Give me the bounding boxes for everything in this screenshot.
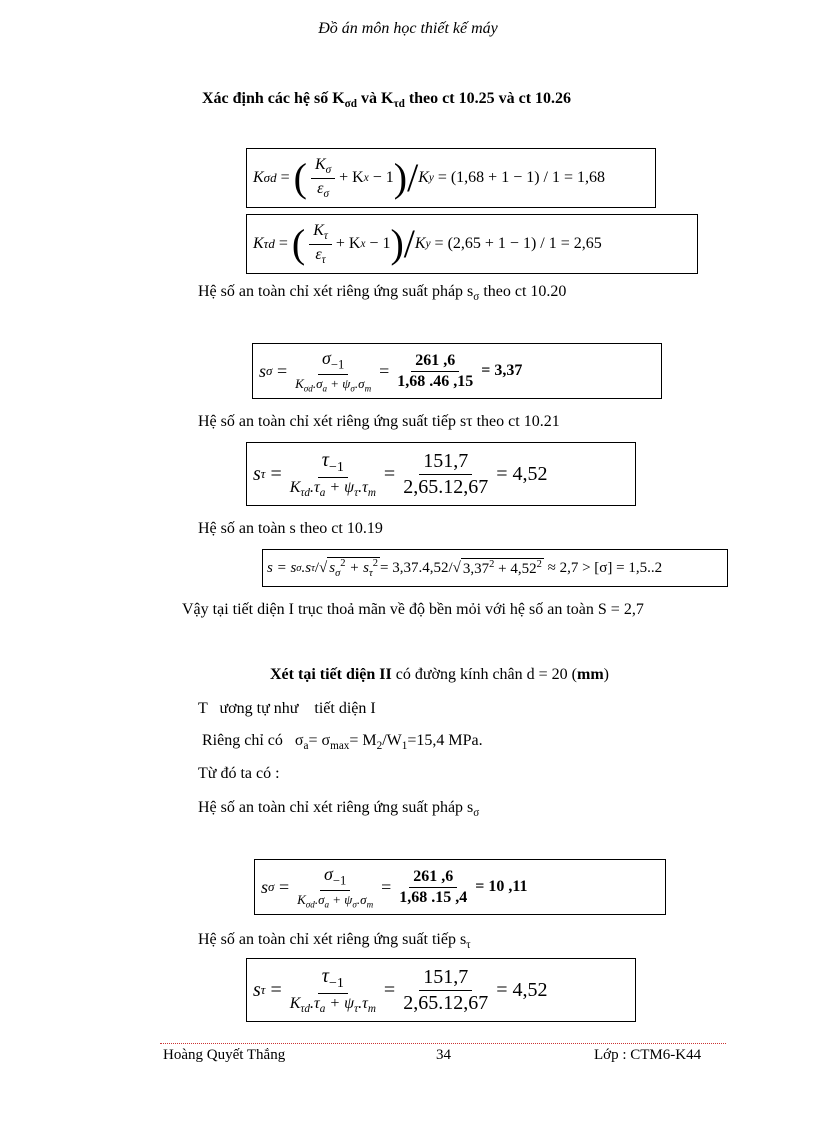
f5-root1-b-sub: τ (369, 568, 373, 579)
f6-num: σ (323, 864, 333, 885)
section2-bold: Xét tại tiết diện II (270, 666, 392, 683)
f2-mid: + K (335, 235, 361, 252)
f7-lhs: s (253, 978, 261, 1001)
f4-lhs: s (253, 462, 261, 485)
f5-lhs-sub1: σ (296, 562, 302, 574)
f4-den-end-sub: m (367, 487, 376, 500)
f5-div: / (314, 559, 320, 576)
f2-den: ε (315, 245, 322, 263)
footer-page-number: 34 (436, 1047, 451, 1063)
f5-sq2: 2 (372, 558, 379, 569)
f5-mid-sub: τ (311, 562, 315, 574)
footer-author: Hoàng Quyết Thắng (163, 1047, 286, 1063)
formula-k-tau-d: K τd = ( $\frac{K_\tau}{\varepsilon_\tau}$ + K x − 1 ) / K y = (2,65 + 1 − 1) / 1 = 2,65 (246, 214, 698, 274)
f6-den-psi-sub: σ (352, 899, 357, 910)
f3-den-sub: σd (303, 383, 313, 394)
p6-text: Riêng chỉ có σ (198, 732, 304, 749)
f3-den2: 1,68 .46 ,15 (397, 372, 474, 390)
formula-k-sigma-d: K σd = ( $\frac{K_\sigma}{\varepsilon_\sigma}$ + K x − 1 ) / K y = (1,68 + 1 − 1) / 1 = 1,68 (246, 148, 656, 208)
paragraph-similar: T ương tự như tiết diện I (198, 700, 376, 717)
f2-div: K (414, 235, 426, 252)
f6-lhs: s (261, 876, 269, 897)
paragraph-safety-shear: Hệ số an toàn chỉ xét riêng ứng suất tiếp sτ theo ct 10.21 (198, 413, 560, 430)
f6-den-plus: + ψ (329, 892, 353, 907)
f4-num-sub: −1 (328, 459, 344, 475)
f4-den-tail-sub: a (319, 487, 326, 500)
f4-num2: 151,7 (419, 450, 472, 475)
f6-den-tail: .σ (314, 892, 325, 907)
f5-tail: ≈ 2,7 > [σ] = 1,5..2 (547, 559, 663, 576)
p1-tail: theo ct 10.20 (479, 283, 567, 300)
f5-mid: .s (301, 559, 312, 576)
f1-num-sub: σ (325, 164, 332, 177)
f6-num2: 261 ,6 (409, 868, 457, 888)
f3-num2: 261 ,6 (411, 352, 459, 372)
section2-middle: có đường kính chân d = 20 ( (391, 666, 577, 683)
f6-lhs-sub: σ (268, 879, 275, 894)
footer-class: Lớp : CTM6-K44 (594, 1047, 702, 1063)
paragraph-safety-total: Hệ số an toàn s theo ct 10.19 (198, 520, 383, 537)
f4-den2: 2,65.12,67 (403, 475, 489, 498)
f3-den: K (295, 376, 304, 391)
f6-den: K (297, 892, 306, 907)
f5-root2: 3,37 (462, 561, 490, 577)
f1-div-sub: y (428, 172, 434, 184)
f2-lhs-sub: τd (263, 236, 275, 251)
f3-den-tail: .σ (312, 376, 323, 391)
formula-s-tau-2: s τ = $\frac{\tau_{-1}}{K_{\tau d}.\tau_a + \psi_\tau.\tau_m}$ = $\frac{151,7}{2,65.12,67}$ = 4,52 (246, 958, 636, 1022)
intro-tail: theo ct 10.25 và ct 10.26 (404, 90, 572, 107)
paragraph-thus: Từ đó ta có : (198, 765, 280, 782)
f1-div: K (418, 169, 429, 186)
p6-w: /W (382, 732, 402, 749)
f4-den-psi-sub: τ (354, 487, 359, 500)
p6-tail: =15,4 MPa. (407, 732, 483, 749)
p6-max: max (330, 740, 350, 753)
f1-mid: + K (339, 169, 364, 186)
f2-num-sub: τ (323, 230, 328, 243)
f4-den-tail: .τ (310, 478, 320, 496)
f1-mid-sub: x (363, 172, 369, 184)
p8-sub: σ (473, 807, 480, 820)
f5-root1-a-sub: σ (335, 568, 341, 579)
f2-num: K (313, 222, 324, 240)
f5-root1-plus: + s (345, 560, 369, 576)
p1-text: Hệ số an toàn chỉ xét riêng ứng suất pháp s (198, 283, 474, 300)
f7-lhs-sub: τ (260, 982, 266, 997)
f7-den-end: .τ (358, 994, 368, 1012)
f2-mid2: − 1 (369, 235, 391, 252)
f3-lhs-sub: σ (266, 363, 273, 378)
f7-den-end-sub: m (367, 1003, 376, 1016)
f6-result: = 10 ,11 (475, 878, 528, 895)
f5-sq1: 2 (340, 558, 346, 569)
f1-lhs-sub: σd (263, 170, 277, 185)
f7-den: K (289, 994, 301, 1012)
f1-rhs: = (1,68 + 1 − 1) / 1 = 1,68 (437, 169, 606, 186)
formula-s-sigma-2: s σ = $\frac{\sigma_{-1}}{K_{\sigma d}.\sigma_a + \psi_\sigma.\sigma_m}$ = $\frac{261 ,6}{1,68 .15 ,4}$ = 10 ,11 (254, 859, 666, 915)
f3-num-sub: −1 (330, 358, 345, 372)
paragraph-conclusion-1: Vậy tại tiết diện I trục thoả mãn về độ bền mỏi với hệ số an toàn S = 2,7 (182, 601, 644, 618)
formula-s-total: s = s σ .s τ / √ $s_\sigma^2 + s_\tau^2$ = 3,37.4,52/ √ $3,37^2 + 4,52^2$ ≈ 2,7 > [σ] = 1,5..2 (262, 549, 728, 587)
f4-lhs-sub: τ (260, 466, 266, 481)
f3-den-end-sub: m (364, 383, 372, 394)
f2-mid-sub: x (360, 238, 366, 250)
f5-root2-plus: + 4,52 (494, 561, 537, 577)
intro-text: Xác định các hệ số K (202, 90, 345, 107)
paragraph-safety-normal (198, 283, 566, 303)
f7-den-plus: + ψ (325, 994, 355, 1012)
f6-den-sub: σd (305, 899, 315, 910)
p6-a: a (303, 740, 309, 753)
f1-num: K (314, 156, 326, 174)
f2-den-sub: τ (321, 253, 326, 266)
f7-den2: 2,65.12,67 (403, 991, 489, 1014)
f3-result: = 3,37 (481, 362, 523, 379)
f2-lhs: K (253, 235, 264, 252)
p6-eq: = σ (308, 732, 331, 749)
section2-end: ) (603, 666, 609, 683)
f7-num-sub: −1 (328, 975, 344, 991)
f3-den-tail-sub: a (322, 383, 328, 394)
intro-sub1: σd (344, 98, 357, 111)
f7-num2: 151,7 (419, 966, 472, 991)
f1-mid2: − 1 (372, 169, 394, 186)
p9-sub: τ (466, 939, 471, 952)
f6-den-tail-sub: a (324, 899, 330, 910)
f4-den-end: .τ (358, 478, 368, 496)
section-2-heading (270, 666, 609, 684)
f7-num: τ (321, 964, 329, 987)
formula-s-tau-1: s τ = $\frac{\tau_{-1}}{K_{\tau d}.\tau_a + \psi_\tau.\tau_m}$ = $\frac{151,7}{2,65.12,67}$ = 4,52 (246, 442, 636, 506)
f4-num: τ (321, 448, 329, 471)
paragraph-only (198, 732, 483, 752)
f1-lhs: K (253, 169, 264, 186)
f5-lhs: s = s (267, 559, 297, 576)
paragraph-safety-shear-2 (198, 931, 471, 951)
f6-num-sub: −1 (332, 874, 347, 888)
f1-den-sub: σ (323, 187, 329, 200)
f2-rhs: = (2,65 + 1 − 1) / 1 = 2,65 (434, 235, 602, 252)
p1-sub: σ (473, 291, 480, 304)
f7-den-tail: .τ (310, 994, 320, 1012)
page-header: Đồ án môn học thiết kế máy (318, 20, 498, 37)
footer-divider (160, 1043, 726, 1044)
p6-one: 1 (401, 740, 408, 753)
f3-den-end: .σ (354, 376, 365, 391)
f2-div-sub: y (425, 238, 431, 250)
intro-line (202, 90, 571, 110)
intro-mid: và K (356, 90, 394, 107)
f7-den-psi-sub: τ (354, 1003, 359, 1016)
f3-den-psi-sub: σ (350, 383, 355, 394)
f7-result: = 4,52 (496, 978, 548, 1001)
paragraph-safety-normal-2 (198, 799, 479, 819)
f6-den2: 1,68 .15 ,4 (399, 888, 468, 906)
f1-den: ε (317, 179, 324, 197)
f7-den-tail-sub: a (319, 1003, 326, 1016)
intro-sub2: τd (393, 98, 405, 111)
p9-text: Hệ số an toàn chỉ xét riêng ứng suất tiếp s (198, 931, 467, 948)
f3-den-plus: + ψ (327, 376, 351, 391)
p8-text: Hệ số an toàn chỉ xét riêng ứng suất pháp s (198, 799, 474, 816)
f3-lhs: s (259, 360, 267, 381)
f5-root1-a: s (329, 560, 336, 576)
f6-den-end: .σ (356, 892, 367, 907)
section2-unit: mm (577, 666, 604, 683)
f7-den-sub: τd (300, 1003, 311, 1016)
f4-result: = 4,52 (496, 462, 548, 485)
formula-s-sigma-1: s σ = $\frac{\sigma_{-1}}{K_{\sigma d}.\sigma_a + \psi_\sigma.\sigma_m}$ = $\frac{261 ,6}{1,68 .46 ,15}$ = 3,37 (252, 343, 662, 399)
f5-eq: = 3,37.4,52/ (380, 559, 453, 576)
f3-num: σ (321, 348, 331, 369)
f5-sq3: 2 (489, 559, 495, 570)
p6-two: 2 (376, 740, 383, 753)
f4-den-sub: τd (300, 487, 311, 500)
f4-den: K (289, 478, 301, 496)
f6-den-end-sub: m (366, 899, 374, 910)
p6-eq2: = M (349, 732, 377, 749)
f5-sq4: 2 (536, 559, 542, 570)
f4-den-plus: + ψ (325, 478, 355, 496)
